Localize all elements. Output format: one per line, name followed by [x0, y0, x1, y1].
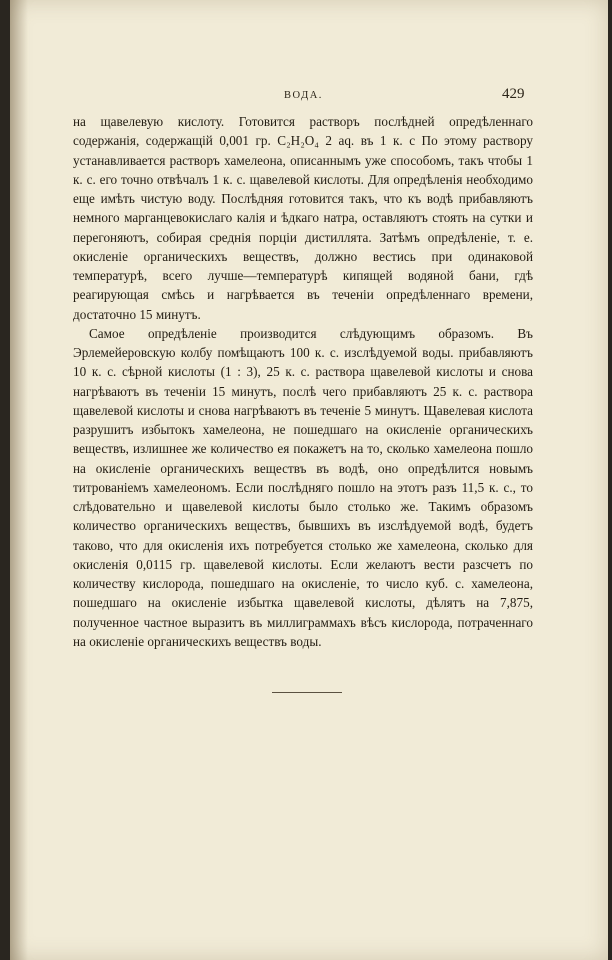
page-number: 429 — [502, 86, 525, 102]
paragraph: Самое опредѣленіе производится слѣдующимъ образомъ. Въ Эрлемейеровскую колбу помѣщаютъ 100 к. с. изслѣдуемой воды. прибавляютъ 10 к. с. сѣрной кислоты (1 : 3), 25 к. с. раствора щавелевой кислоты и снова нагрѣваютъ въ теченіи 15 минутъ, послѣ чего прибавляютъ 25 к. с. раствора щавелевой кислоты и снова нагрѣваютъ въ теченіе 5 минутъ. Щавелевая кислота разрушитъ избытокъ хамелеона, не пошедшаго на окисленіе органическихъ веществъ, излишнее же количество ея покажетъ на то, сколько хамелеона пошло на окисленіе органическихъ веществъ въ водѣ, оно опредѣлится новымъ титрованіемъ хамелеономъ. Если послѣдняго пошло на этотъ разъ 11,5 к. с., то слѣдовательно и щавелевой кислоты было столько же. Такимъ образомъ количество органическихъ веществъ, бывшихъ въ изслѣдуемой водѣ, будетъ таково, что для окисленія ихъ потребуется столько же хамелеона, сколько для окисленія 0,0115 гр. щавелевой кислоты. Если желаютъ вести разсчетъ по количеству кислорода, пошедшаго на окисленіе, то число куб. с. хамелеона, пошедшаго на окисленіе избытка щавелевой кислоты, дѣлятъ на 7,875, полученное частное выразитъ въ миллиграммахъ вѣсъ кислорода, потраченнаго на окисленіе органическихъ веществъ воды. — [73, 325, 533, 649]
book-page — [10, 0, 608, 960]
page-header — [10, 86, 608, 108]
page-gutter-shadow — [10, 0, 28, 960]
section-divider — [272, 692, 342, 693]
paragraph: на щавелевую кислоту. Готовится растворъ послѣдней опредѣленнаго содержанія, содержащій 0,001 гр. C₂H₂O₄ 2 aq. въ 1 к. с По этому раствору устанавливается растворъ хамелеона, описаннымъ уже способомъ, такъ чтобы 1 к. с. его точно отвѣчалъ 1 к. с. щавелевой кислоты. Для опредѣленія необходимо еще имѣть чистую воду. Послѣдняя готовится такъ, что къ водѣ прибавляютъ немного марганцевокислаго калія и ѣдкаго натра, оставляютъ стоять на сутки и перегоняютъ, собирая среднія порціи дистиллята. Затѣмъ опредѣленіе, т. е. окисленіе органическихъ веществъ, должно вестись при одинаковой температурѣ, всего лучше—температурѣ кипящей водяной бани, гдѣ реагирующая смѣсь и нагрѣвается въ теченіи опредѣленнаго времени, достаточно 15 минутъ. — [73, 114, 533, 322]
running-title: ВОДА. — [284, 90, 323, 101]
body-text — [73, 112, 533, 651]
